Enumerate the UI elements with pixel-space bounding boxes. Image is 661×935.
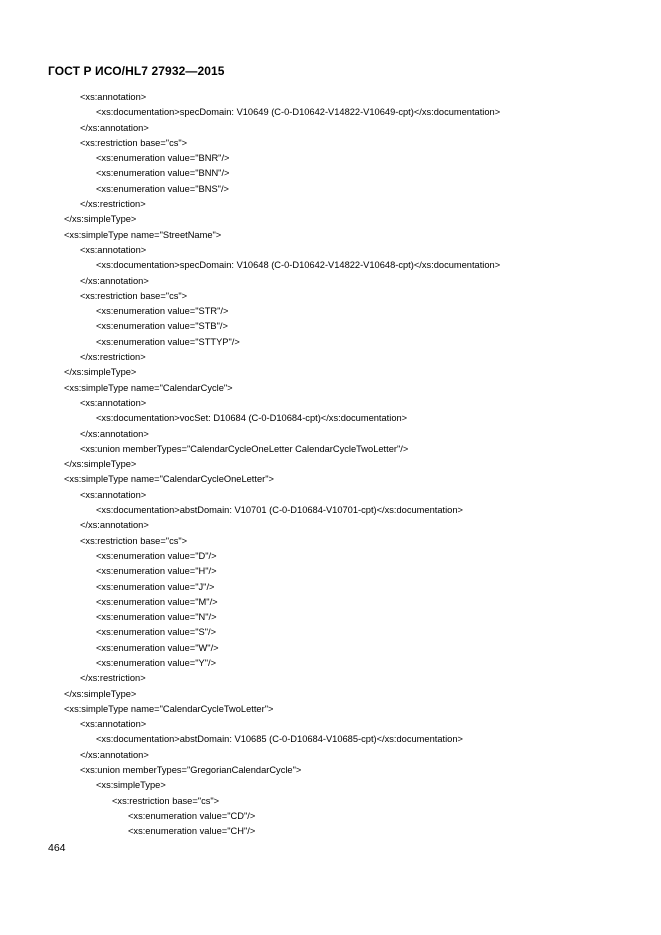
code-line: <xs:restriction base="cs"> <box>112 795 220 806</box>
code-line: </xs:simpleType> <box>64 214 137 225</box>
code-line: <xs:enumeration value="Y"/> <box>96 657 217 668</box>
code-line: <xs:enumeration value="BNR"/> <box>96 153 230 164</box>
code-line: <xs:restriction base="cs"> <box>80 535 188 546</box>
code-line: <xs:enumeration value="STTYP"/> <box>96 336 240 347</box>
code-line: <xs:enumeration value="STR"/> <box>96 306 229 317</box>
code-line: <xs:restriction base="cs"> <box>80 137 188 148</box>
code-line: </xs:annotation> <box>80 749 149 760</box>
code-line: <xs:enumeration value="S"/> <box>96 627 217 638</box>
code-line: <xs:annotation> <box>80 244 147 255</box>
code-line: <xs:union memberTypes="CalendarCycleOneLetter CalendarCycleTwoLetter"/> <box>80 443 409 454</box>
code-line: <xs:union memberTypes="GregorianCalendarCycle"> <box>80 765 302 776</box>
code-line: </xs:annotation> <box>80 520 149 531</box>
code-line: <xs:simpleType name="CalendarCycleOneLetter"> <box>64 474 274 485</box>
code-line: <xs:documentation>abstDomain: V10685 (C-0-D10684-V10685-cpt)</xs:documentation> <box>96 734 463 745</box>
code-line: <xs:documentation>vocSet: D10684 (C-0-D10684-cpt)</xs:documentation> <box>96 413 408 424</box>
code-line: <xs:documentation>specDomain: V10649 (C-0-D10642-V14822-V10649-cpt)</xs:documentation> <box>96 107 501 118</box>
code-line: <xs:enumeration value="BNN"/> <box>96 168 230 179</box>
page-number: 464 <box>48 842 66 854</box>
code-line: <xs:annotation> <box>80 92 147 102</box>
code-line: <xs:enumeration value="M"/> <box>96 596 218 607</box>
code-line: <xs:enumeration value="W"/> <box>96 642 219 653</box>
code-line: <xs:enumeration value="STB"/> <box>96 321 228 332</box>
code-line: <xs:annotation> <box>80 489 147 500</box>
code-line: <xs:documentation>specDomain: V10648 (C-0-D10642-V14822-V10648-cpt)</xs:documentation> <box>96 260 501 271</box>
code-line: </xs:simpleType> <box>64 367 137 378</box>
code-line: <xs:simpleType> <box>96 780 166 791</box>
code-line: <xs:documentation>abstDomain: V10701 (C-0-D10684-V10701-cpt)</xs:documentation> <box>96 505 463 516</box>
code-line: <xs:simpleType name="StreetName"> <box>64 229 222 240</box>
code-line: </xs:annotation> <box>80 428 149 439</box>
code-line: </xs:restriction> <box>80 352 146 363</box>
code-line: </xs:annotation> <box>80 122 149 133</box>
code-line: <xs:enumeration value="J"/> <box>96 581 215 592</box>
code-line: </xs:restriction> <box>80 673 146 684</box>
code-line: <xs:enumeration value="N"/> <box>96 612 217 623</box>
code-line: <xs:enumeration value="BNS"/> <box>96 183 229 194</box>
code-line: </xs:simpleType> <box>64 459 137 470</box>
code-line: <xs:enumeration value="CH"/> <box>128 826 256 837</box>
code-line: <xs:simpleType name="CalendarCycleTwoLetter"> <box>64 703 274 714</box>
code-line: <xs:annotation> <box>80 397 147 408</box>
code-line: <xs:enumeration value="H"/> <box>96 566 217 577</box>
code-line: </xs:restriction> <box>80 199 146 210</box>
code-line: </xs:simpleType> <box>64 688 137 699</box>
code-line: <xs:annotation> <box>80 719 147 730</box>
xml-code-listing <box>0 90 661 840</box>
code-line: <xs:restriction base="cs"> <box>80 290 188 301</box>
code-line: <xs:enumeration value="CD"/> <box>128 810 256 821</box>
code-line: <xs:simpleType name="CalendarCycle"> <box>64 382 233 393</box>
code-line: </xs:annotation> <box>80 275 149 286</box>
document-header: ГОСТ Р ИСО/HL7 27932—2015 <box>48 64 225 78</box>
code-line: <xs:enumeration value="D"/> <box>96 550 217 561</box>
